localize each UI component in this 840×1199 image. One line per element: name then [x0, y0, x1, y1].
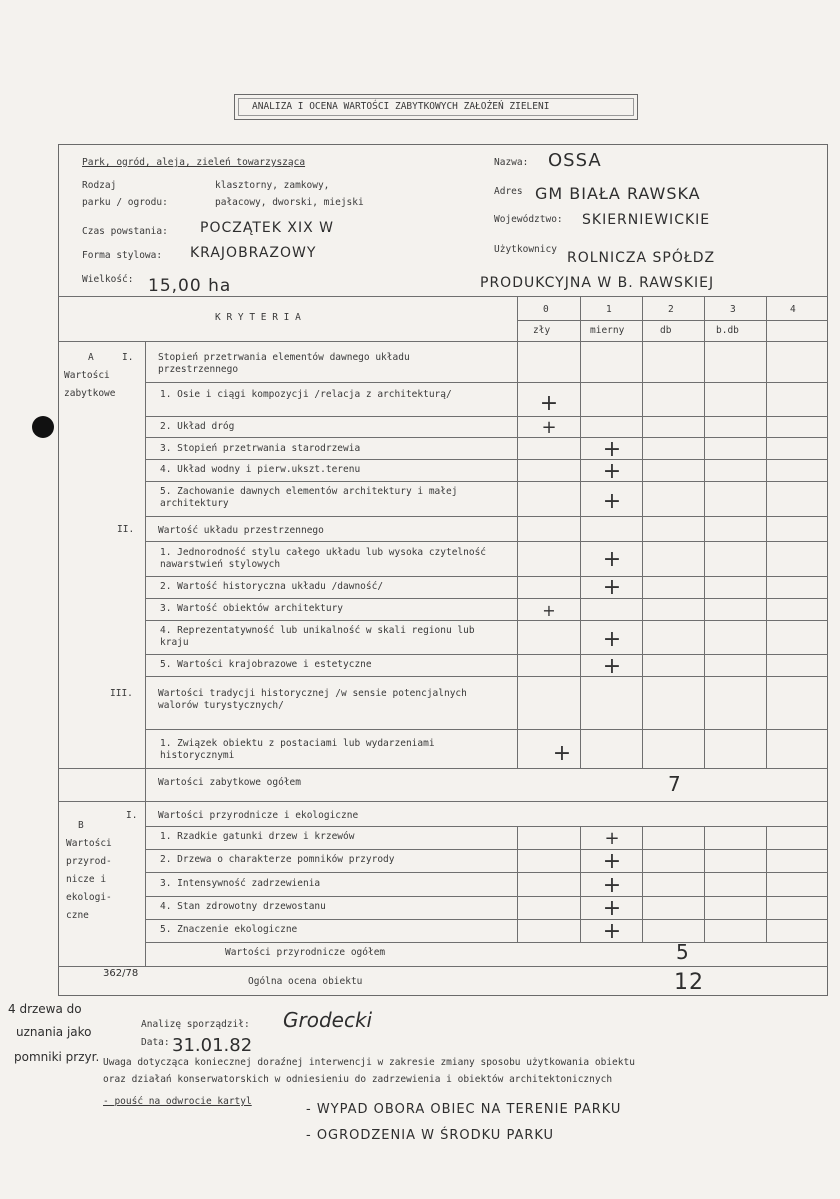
- rodzaj-label-1: Rodzaj: [82, 180, 117, 191]
- group-b-label-5: czne: [66, 910, 89, 921]
- group-b-label-3: nicze i: [66, 874, 107, 885]
- col-1-num: 1: [606, 304, 612, 315]
- overall-label: Ogólna ocena obiektu: [248, 976, 363, 987]
- header-separator: [58, 296, 828, 297]
- page-title: ANALIZA I OCENA WARTOŚCI ZABYTKOWYCH ZAŁOŻEŃ ZIELENI: [252, 101, 550, 112]
- criterion-label: 3. Wartość obiektów architektury: [160, 603, 344, 614]
- criterion-label: 2. Wartość historyczna układu /dawność/: [160, 581, 384, 592]
- total-b-value: 5: [676, 940, 690, 964]
- b1-sec-bottom: [145, 826, 828, 827]
- col-0-label: zły: [533, 325, 551, 336]
- group-b-label-2: przyrod-: [66, 856, 112, 867]
- rodzaj-label-2: parku / ogrodu:: [82, 197, 168, 208]
- criterion-label: 4. Stan zdrowotny drzewostanu: [160, 901, 326, 912]
- a2-r4-bottom: [145, 654, 828, 655]
- criterion-label: 5. Wartości krajobrazowe i estetyczne: [160, 659, 372, 670]
- note-line-1: Uwaga dotycząca koniecznej doraźnej interwencji w zakresie zmiany sposobu użytkowania obiektu: [103, 1057, 635, 1068]
- col-1-label: mierny: [590, 325, 625, 336]
- kryteria-heading: K R Y T E R I A: [215, 312, 301, 323]
- group-b-letter: B: [78, 820, 84, 831]
- b1-r4-bottom: [145, 919, 828, 920]
- roman-b1: I.: [126, 810, 138, 821]
- col-3-line-b: [704, 826, 705, 942]
- handwritten-note-1: - WYPAD OBORA OBIEC NA TERENIE PARKU: [306, 1102, 622, 1117]
- overall-value: 12: [674, 970, 704, 995]
- a2-r1-bottom: [145, 576, 828, 577]
- a1-r4-bottom: [145, 481, 828, 482]
- adres-value: GM BIAŁA RAWSKA: [535, 184, 701, 203]
- margin-note-3: pomniki przyr.: [14, 1050, 100, 1064]
- mark-cross: +: [602, 459, 622, 484]
- group-col-line: [145, 341, 146, 966]
- col-4-line: [766, 296, 767, 768]
- col-4-num: 4: [790, 304, 796, 315]
- date-label: Data:: [141, 1037, 170, 1048]
- col-2-num: 2: [668, 304, 674, 315]
- total-b-label: Wartości przyrodnicze ogółem: [225, 947, 386, 958]
- roman-a1: I.: [122, 352, 134, 363]
- a3-sec-bottom: [145, 729, 828, 730]
- section-a2-heading: Wartość układu przestrzennego: [158, 525, 324, 536]
- b1-r2-bottom: [145, 872, 828, 873]
- total-b-bottom: [58, 966, 828, 967]
- mark-cross: +: [541, 417, 557, 438]
- mark-cross: +: [602, 489, 622, 514]
- uzytkownicy-value-1: ROLNICZA SPÓŁDZ: [567, 250, 716, 266]
- group-a-letter: A: [88, 352, 94, 363]
- col-2-label: db: [660, 325, 672, 336]
- a2-r2-bottom: [145, 598, 828, 599]
- mark-cross: +: [539, 391, 559, 416]
- mark-cross: +: [604, 828, 620, 849]
- mark-cross: +: [602, 896, 622, 921]
- note-line-3: - pouść na odwrocie kartyl: [103, 1096, 252, 1107]
- col-0-num: 0: [543, 304, 549, 315]
- a1-r3-bottom: [145, 459, 828, 460]
- a1-r2-bottom: [145, 437, 828, 438]
- wielkosc-value: 15,00 ha: [148, 276, 232, 296]
- mark-cross: +: [602, 654, 622, 679]
- section-b1-heading: Wartości przyrodnicze i ekologiczne: [158, 810, 359, 821]
- criterion-label: 5. Zachowanie dawnych elementów architektury i małej architektury: [160, 486, 458, 509]
- mark-cross: +: [602, 849, 622, 874]
- col-3-label: b.db: [716, 325, 739, 336]
- a1-sec-bottom: [145, 382, 828, 383]
- wielkosc-label: Wielkość:: [82, 274, 134, 285]
- table-head-bottom: [58, 341, 828, 342]
- wojewodztwo-label: Województwo:: [494, 214, 563, 225]
- col-2-line: [642, 296, 643, 768]
- criterion-label: 1. Jednorodność stylu całego układu lub wysoka czytelność nawarstwień stylowych: [160, 547, 487, 570]
- type-line: Park, ogród, aleja, zieleń towarzysząca: [82, 157, 306, 168]
- total-a-label: Wartości zabytkowe ogółem: [158, 777, 301, 788]
- a2-r5-bottom: [145, 676, 828, 677]
- mark-cross: +: [602, 873, 622, 898]
- total-a-bottom: [58, 801, 828, 802]
- analyst-label: Analizę sporządził:: [141, 1019, 250, 1030]
- col-1-line: [580, 296, 581, 768]
- criterion-label: 2. Drzewa o charakterze pomników przyrody: [160, 854, 395, 865]
- forma-label: Forma stylowa:: [82, 250, 163, 261]
- mark-cross: +: [602, 627, 622, 652]
- criterion-label: 1. Osie i ciągi kompozycji /relacja z architekturą/: [160, 389, 452, 400]
- rodzaj-options-2: pałacowy, dworski, miejski: [215, 197, 364, 208]
- b1-r3-bottom: [145, 896, 828, 897]
- uzytkownicy-label: Użytkownicy: [494, 244, 557, 255]
- mark-cross: +: [602, 547, 622, 572]
- rodzaj-options-1: klasztorny, zamkowy,: [215, 180, 330, 191]
- a2-sec-bottom: [145, 541, 828, 542]
- mark-cross: +: [602, 575, 622, 600]
- forma-value: KRAJOBRAZOWY: [190, 245, 317, 261]
- a1-r1-bottom: [145, 416, 828, 417]
- adres-label: Adres: [494, 186, 523, 197]
- reference-number: 362/78: [103, 968, 139, 979]
- criterion-label: 1. Związek obiektu z postaciami lub wydarzeniami historycznymi: [160, 738, 435, 761]
- col-3-num: 3: [730, 304, 736, 315]
- criterion-label: 3. Intensywność zadrzewienia: [160, 878, 321, 889]
- roman-a3: III.: [110, 688, 133, 699]
- nazwa-value: OSSA: [548, 150, 602, 171]
- a3-r1-bottom: [58, 768, 828, 769]
- mark-cross: +: [602, 919, 622, 944]
- total-a-value: 7: [668, 772, 682, 796]
- analyst-signature: Grodecki: [283, 1008, 373, 1032]
- mark-cross: +: [542, 601, 556, 620]
- col-4-line-b: [766, 826, 767, 942]
- criterion-label: 4. Reprezentatywność lub unikalność w skali regionu lub kraju: [160, 625, 475, 648]
- group-a-label-1: Wartości: [64, 370, 110, 381]
- nazwa-label: Nazwa:: [494, 157, 529, 168]
- section-a1-heading: Stopień przetrwania elementów dawnego układu przestrzennego: [158, 352, 410, 375]
- czas-label: Czas powstania:: [82, 226, 168, 237]
- note-line-2: oraz działań konserwatorskich w odniesieniu do zadrzewienia i obiektów architektonicznych: [103, 1074, 613, 1085]
- section-a3-heading: Wartości tradycji historycznej /w sensie potencjalnych walorów turystycznych/: [158, 688, 467, 711]
- criterion-label: 5. Znaczenie ekologiczne: [160, 924, 298, 935]
- col-0-line-b: [517, 826, 518, 942]
- col-num-separator: [517, 320, 828, 321]
- group-b-label-4: ekologi-: [66, 892, 112, 903]
- margin-note-1: 4 drzewa do: [8, 1002, 82, 1016]
- czas-value: POCZĄTEK XIX W: [200, 220, 334, 236]
- margin-note-2: uznania jako: [16, 1025, 92, 1039]
- wojewodztwo-value: SKIERNIEWICKIE: [582, 212, 711, 228]
- a1-r5-bottom: [145, 516, 828, 517]
- col-0-line: [517, 296, 518, 768]
- group-b-label-1: Wartości: [66, 838, 112, 849]
- criterion-label: 3. Stopień przetrwania starodrzewia: [160, 443, 361, 454]
- punch-hole: [32, 416, 54, 438]
- handwritten-note-2: - OGRODZENIA W ŚRODKU PARKU: [306, 1128, 555, 1143]
- b1-r5-bottom: [145, 942, 828, 943]
- roman-a2: II.: [117, 524, 135, 535]
- criterion-label: 2. Układ dróg: [160, 421, 235, 432]
- a2-r3-bottom: [145, 620, 828, 621]
- uzytkownicy-value-2: PRODUKCYJNA W B. RAWSKIEJ: [480, 275, 715, 291]
- col-3-line: [704, 296, 705, 768]
- criterion-label: 4. Układ wodny i pierw.ukszt.terenu: [160, 464, 361, 475]
- mark-cross: +: [552, 741, 572, 766]
- b1-r1-bottom: [145, 849, 828, 850]
- mark-cross: +: [602, 437, 622, 462]
- criterion-label: 1. Rzadkie gatunki drzew i krzewów: [160, 831, 355, 842]
- group-a-label-2: zabytkowe: [64, 388, 116, 399]
- date-value: 31.01.82: [172, 1035, 253, 1056]
